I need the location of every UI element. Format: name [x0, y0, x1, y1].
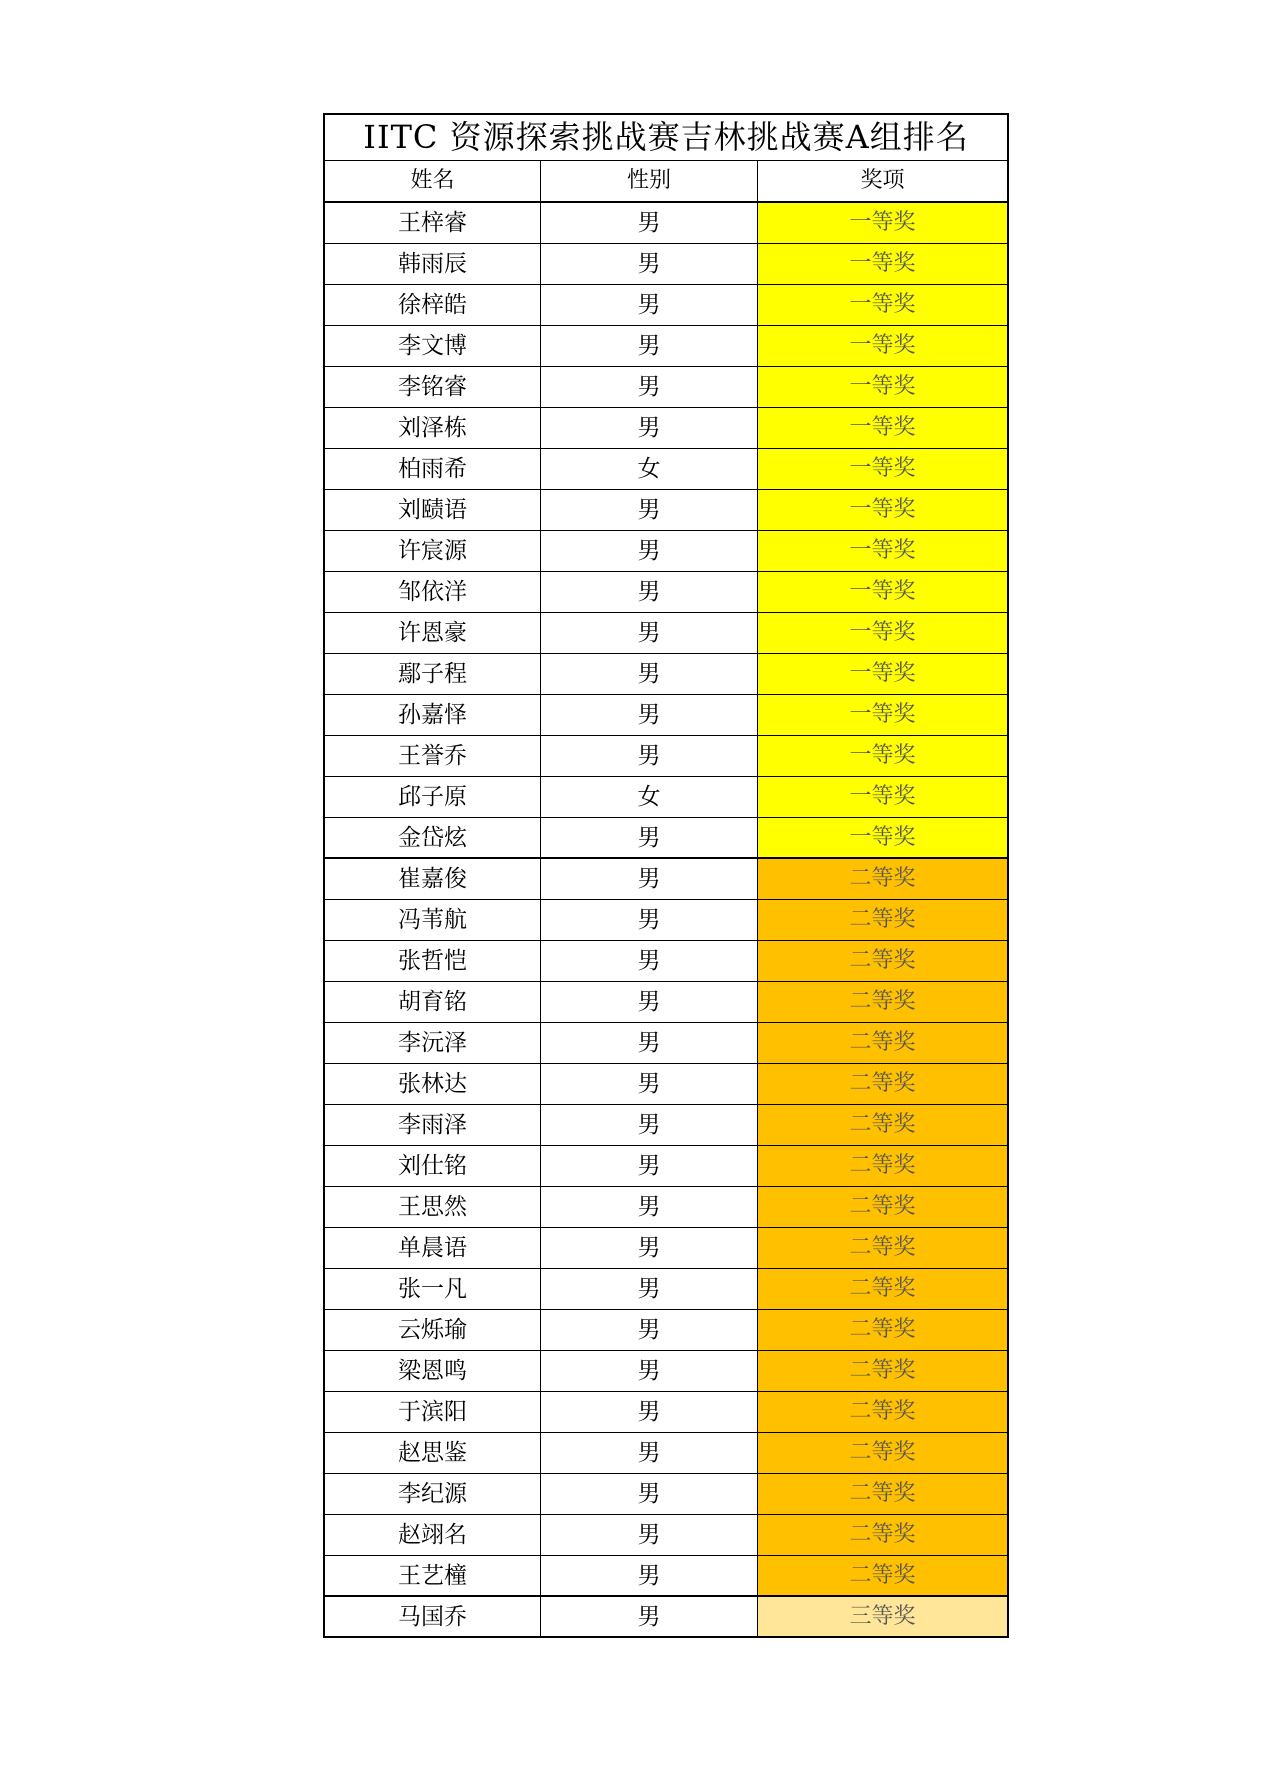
name-cell: 王梓睿	[325, 203, 541, 243]
award-cell: 一等奖	[758, 572, 1007, 612]
award-cell: 二等奖	[758, 1433, 1007, 1473]
gender-cell: 男	[541, 1269, 758, 1309]
gender-cell: 男	[541, 490, 758, 530]
award-cell: 一等奖	[758, 613, 1007, 653]
award-cell: 一等奖	[758, 449, 1007, 489]
name-cell: 张林达	[325, 1064, 541, 1104]
table-row	[325, 1474, 1007, 1515]
gender-cell: 男	[541, 1351, 758, 1391]
award-cell: 一等奖	[758, 818, 1007, 857]
name-cell: 刘赜语	[325, 490, 541, 530]
gender-cell: 男	[541, 818, 758, 857]
table-row	[325, 1392, 1007, 1433]
table-row	[325, 1023, 1007, 1064]
award-cell: 一等奖	[758, 531, 1007, 571]
name-cell: 金岱炫	[325, 818, 541, 857]
name-cell: 张哲恺	[325, 941, 541, 981]
table-row	[325, 203, 1007, 244]
table-row	[325, 1556, 1007, 1597]
table-row	[325, 654, 1007, 695]
table-row	[325, 1351, 1007, 1392]
table-row	[325, 531, 1007, 572]
award-cell: 二等奖	[758, 1064, 1007, 1104]
gender-cell: 女	[541, 777, 758, 817]
name-cell: 于滨阳	[325, 1392, 541, 1432]
table-row	[325, 285, 1007, 326]
award-cell: 一等奖	[758, 654, 1007, 694]
table-row	[325, 695, 1007, 736]
award-cell: 二等奖	[758, 1023, 1007, 1063]
gender-cell: 男	[541, 203, 758, 243]
gender-cell: 男	[541, 695, 758, 735]
award-cell: 一等奖	[758, 203, 1007, 243]
ranking-table	[323, 113, 1009, 1638]
gender-cell: 男	[541, 408, 758, 448]
award-cell: 一等奖	[758, 777, 1007, 817]
gender-cell: 男	[541, 736, 758, 776]
name-cell: 韩雨辰	[325, 244, 541, 284]
name-cell: 冯苇航	[325, 900, 541, 940]
gender-cell: 男	[541, 941, 758, 981]
name-cell: 邹依洋	[325, 572, 541, 612]
table-body	[323, 203, 1009, 1638]
table-title: IITC 资源探索挑战赛吉林挑战赛A组排名	[323, 113, 1009, 161]
table-row	[325, 1105, 1007, 1146]
gender-cell: 男	[541, 1392, 758, 1432]
table-row	[325, 1187, 1007, 1228]
name-cell: 徐梓皓	[325, 285, 541, 325]
name-cell: 李纪源	[325, 1474, 541, 1514]
name-cell: 王艺橦	[325, 1556, 541, 1595]
award-cell: 一等奖	[758, 285, 1007, 325]
header-name: 姓名	[325, 161, 541, 201]
award-cell: 二等奖	[758, 1556, 1007, 1595]
award-cell: 二等奖	[758, 941, 1007, 981]
gender-cell: 女	[541, 449, 758, 489]
gender-cell: 男	[541, 982, 758, 1022]
table-row	[325, 244, 1007, 285]
gender-cell: 男	[541, 1064, 758, 1104]
table-row	[325, 613, 1007, 654]
name-cell: 赵翊名	[325, 1515, 541, 1555]
award-cell: 一等奖	[758, 244, 1007, 284]
award-cell: 二等奖	[758, 1228, 1007, 1268]
award-cell: 一等奖	[758, 736, 1007, 776]
gender-cell: 男	[541, 1433, 758, 1473]
name-cell: 王誉乔	[325, 736, 541, 776]
table-row	[325, 1310, 1007, 1351]
name-cell: 张一凡	[325, 1269, 541, 1309]
table-row	[325, 326, 1007, 367]
name-cell: 马国乔	[325, 1597, 541, 1636]
award-cell: 二等奖	[758, 1269, 1007, 1309]
gender-cell: 男	[541, 654, 758, 694]
name-cell: 柏雨希	[325, 449, 541, 489]
gender-cell: 男	[541, 1597, 758, 1636]
name-cell: 鄢子程	[325, 654, 541, 694]
gender-cell: 男	[541, 900, 758, 940]
table-row	[325, 408, 1007, 449]
name-cell: 梁恩鸣	[325, 1351, 541, 1391]
table-row	[325, 1597, 1007, 1638]
gender-cell: 男	[541, 613, 758, 653]
name-cell: 崔嘉俊	[325, 859, 541, 899]
name-cell: 胡育铭	[325, 982, 541, 1022]
table-row	[325, 818, 1007, 859]
award-cell: 一等奖	[758, 490, 1007, 530]
name-cell: 李文博	[325, 326, 541, 366]
award-cell: 二等奖	[758, 982, 1007, 1022]
gender-cell: 男	[541, 1515, 758, 1555]
award-cell: 二等奖	[758, 1351, 1007, 1391]
award-cell: 二等奖	[758, 1146, 1007, 1186]
name-cell: 王思然	[325, 1187, 541, 1227]
award-cell: 二等奖	[758, 859, 1007, 899]
header-row	[323, 161, 1009, 203]
table-row	[325, 941, 1007, 982]
gender-cell: 男	[541, 1310, 758, 1350]
table-row	[325, 982, 1007, 1023]
name-cell: 刘仕铭	[325, 1146, 541, 1186]
gender-cell: 男	[541, 326, 758, 366]
header-gender: 性别	[541, 161, 758, 201]
name-cell: 云烁瑜	[325, 1310, 541, 1350]
table-row	[325, 736, 1007, 777]
table-row	[325, 1146, 1007, 1187]
award-cell: 二等奖	[758, 1515, 1007, 1555]
name-cell: 单晨语	[325, 1228, 541, 1268]
gender-cell: 男	[541, 1023, 758, 1063]
name-cell: 邱子原	[325, 777, 541, 817]
award-cell: 一等奖	[758, 695, 1007, 735]
table-row	[325, 859, 1007, 900]
name-cell: 许宸源	[325, 531, 541, 571]
award-cell: 二等奖	[758, 1392, 1007, 1432]
gender-cell: 男	[541, 1556, 758, 1595]
table-row	[325, 490, 1007, 531]
gender-cell: 男	[541, 244, 758, 284]
name-cell: 刘泽栋	[325, 408, 541, 448]
award-cell: 二等奖	[758, 900, 1007, 940]
gender-cell: 男	[541, 1146, 758, 1186]
award-cell: 一等奖	[758, 408, 1007, 448]
table-row	[325, 777, 1007, 818]
gender-cell: 男	[541, 1474, 758, 1514]
table-row	[325, 367, 1007, 408]
name-cell: 李沅泽	[325, 1023, 541, 1063]
table-row	[325, 900, 1007, 941]
award-cell: 二等奖	[758, 1310, 1007, 1350]
table-row	[325, 1064, 1007, 1105]
table-row	[325, 572, 1007, 613]
name-cell: 李雨泽	[325, 1105, 541, 1145]
gender-cell: 男	[541, 859, 758, 899]
table-row	[325, 1515, 1007, 1556]
gender-cell: 男	[541, 1228, 758, 1268]
gender-cell: 男	[541, 1187, 758, 1227]
gender-cell: 男	[541, 285, 758, 325]
table-row	[325, 1228, 1007, 1269]
award-cell: 二等奖	[758, 1187, 1007, 1227]
award-cell: 二等奖	[758, 1105, 1007, 1145]
name-cell: 许恩豪	[325, 613, 541, 653]
name-cell: 赵思鉴	[325, 1433, 541, 1473]
gender-cell: 男	[541, 367, 758, 407]
award-cell: 二等奖	[758, 1474, 1007, 1514]
name-cell: 李铭睿	[325, 367, 541, 407]
table-row	[325, 449, 1007, 490]
table-row	[325, 1433, 1007, 1474]
gender-cell: 男	[541, 531, 758, 571]
table-row	[325, 1269, 1007, 1310]
name-cell: 孙嘉怿	[325, 695, 541, 735]
gender-cell: 男	[541, 572, 758, 612]
header-award: 奖项	[860, 168, 905, 193]
award-cell: 三等奖	[758, 1597, 1007, 1636]
award-cell: 一等奖	[758, 367, 1007, 407]
award-cell: 一等奖	[758, 326, 1007, 366]
gender-cell: 男	[541, 1105, 758, 1145]
